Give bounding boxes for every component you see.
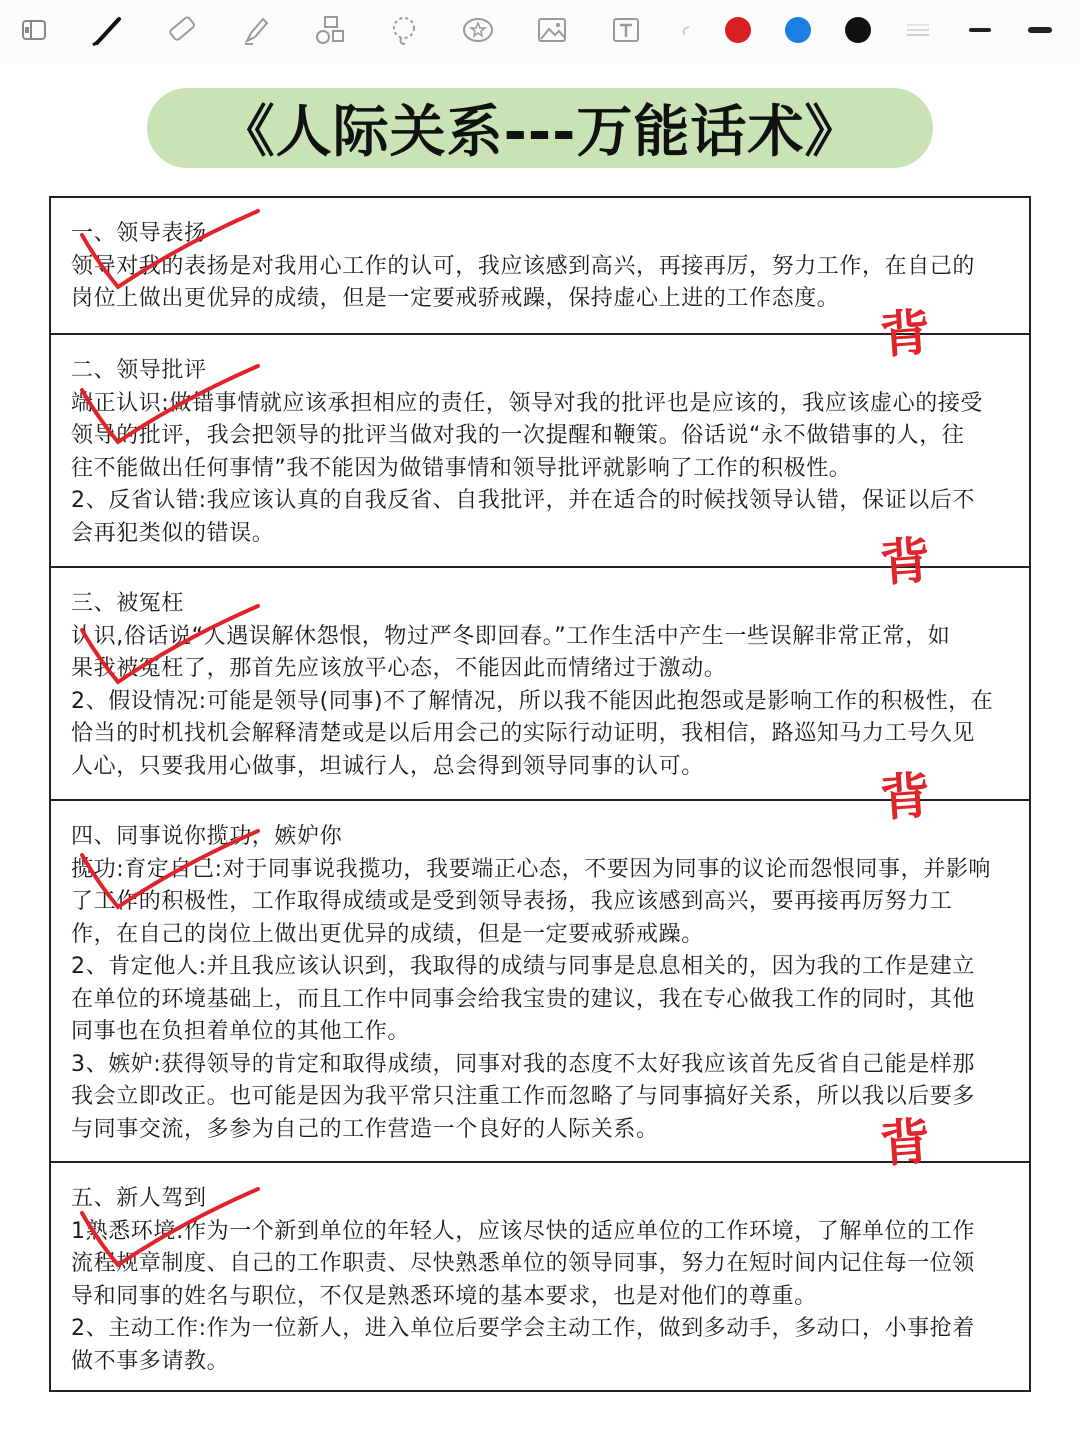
stroke-width-thick-icon[interactable] [1020,10,1060,50]
note-toolbar [0,0,1080,64]
section-line: 2、假设情况:可能是领导(同事)不了解情况，所以我不能因此抱怨或是影响工作的积极性，在 [71,688,994,714]
title-banner [147,88,933,168]
section-line: 认识,俗话说“人遇误解休怨恨，物过严冬即回春。”工作生活中产生一些误解非常正常，如 [71,623,951,649]
section-line: 会再犯类似的错误。 [71,520,275,546]
section-line: 在单位的环境基础上，而且工作中同事会给我宝贵的建议，我在专心做我工作的同时，其他 [71,986,976,1012]
section-line: 2、反省认错:我应该认真的自我反省、自我批评，并在适合的时候找领导认错，保证以后不 [71,488,976,513]
layout-icon[interactable] [14,10,54,50]
section-title: 二、领导批评 [71,358,207,383]
section-line: 岗位上做出更优异的成绩，但是一定要戒骄戒躁，保持虚心上进的工作态度。 [71,286,840,311]
section-line: 领导对我的表扬是对我用心工作的认可，我应该感到高兴，再接再厉，努力工作，在自己的 [71,253,976,279]
text-icon[interactable] [606,10,646,50]
section-line: 恰当的时机找机会解释清楚或是以后用会己的实际行动证明，我相信，路巡知马力工号久见 [71,721,976,746]
eraser-icon[interactable] [162,10,202,50]
highlighter-icon[interactable] [236,10,276,50]
memorize-annotation: 背 [878,765,933,828]
section-title: 五、新人驾到 [71,1186,207,1211]
section-line: 我会立即改正。也可能是因为我平常只注重工作而忽略了与同事搞好关系，所以我以后要多 [71,1084,976,1109]
pen-icon[interactable] [88,10,128,50]
memorize-annotation: 背 [878,302,933,365]
section-title: 三、被冤枉 [71,591,185,616]
color-red-swatch[interactable] [718,10,758,50]
section-line: 3、嫉妒:获得领导的肯定和取得成绩，同事对我的态度不太好我应该首先反省自己能是样那 [71,1051,976,1077]
stroke-width-thin-icon[interactable] [898,10,938,50]
shapes-icon[interactable] [310,10,350,50]
section-line: 1熟悉环境:作为一个新到单位的年轻人，应该尽快的适应单位的工作环境，了解单位的工作 [71,1218,976,1244]
memorize-annotation: 背 [878,1111,933,1174]
color-black-swatch[interactable] [838,10,878,50]
section-line: 做不事多请教。 [71,1348,230,1374]
section-line: 人心，只要我用心做事，坦诚行人，总会得到领导同事的认可。 [71,753,704,779]
color-blue-swatch[interactable] [778,10,818,50]
sticker-icon[interactable] [458,10,498,50]
section-line: 揽功:育定自己:对于同事说我揽功，我要端正心态，不要因为同事的议论而怨恨同事，并影响 [71,856,992,882]
section-line: 同事也在负担着单位的其他工作。 [71,1019,411,1044]
section-title: 四、同事说你揽功，嫉妒你 [71,824,343,849]
section-line: 与同事交流，多参为自己的工作营造一个良好的人际关系。 [71,1116,659,1142]
section-line: 导和同事的姓名与职位，不仅是熟悉环境的基本要求，也是对他们的尊重。 [71,1283,817,1309]
section-title: 一、领导表扬 [71,221,207,246]
lasso-icon[interactable] [384,10,424,50]
image-icon[interactable] [532,10,572,50]
section-line: 端正认识:做错事情就应该承担相应的责任，领导对我的批评也是应该的，我应该虚心的接受 [71,390,984,416]
section-line: 领导的批评，我会把领导的批评当做对我的一次提醒和鞭策。俗话说“永不做错事的人，往 [71,423,965,448]
memorize-annotation: 背 [878,530,933,593]
undo-icon[interactable] [668,10,708,50]
page-title: 《人际关系---万能话术》 [218,100,862,165]
section-line: 2、主动工作:作为一位新人，进入单位后要学会主动工作，做到多动手，多动口，小事抢着 [71,1316,976,1341]
section-line: 作，在自己的岗位上做出更优异的成绩，但是一定要戒骄戒躁。 [71,921,704,947]
section-line: 了工作的积极性，工作取得成绩或是受到领导表扬，我应该感到高兴，要再接再厉努力工 [71,889,953,914]
section-line: 流程规章制度、自己的工作职责、尽快熟悉单位的领导同事，努力在短时间内记住每一位领 [71,1251,976,1276]
section-line: 往不能做出任何事情”我不能因为做错事情和领导批评就影响了工作的积极性。 [71,455,852,481]
section-line: 2、肯定他人:并且我应该认识到，我取得的成绩与同事是息息相关的，因为我的工作是建立 [71,954,976,979]
section-line: 果我被冤枉了，那首先应该放平心态，不能因此而情绪过于激动。 [71,656,727,681]
stroke-width-medium-icon[interactable] [960,10,1000,50]
section-newcomer [51,1163,1029,1390]
